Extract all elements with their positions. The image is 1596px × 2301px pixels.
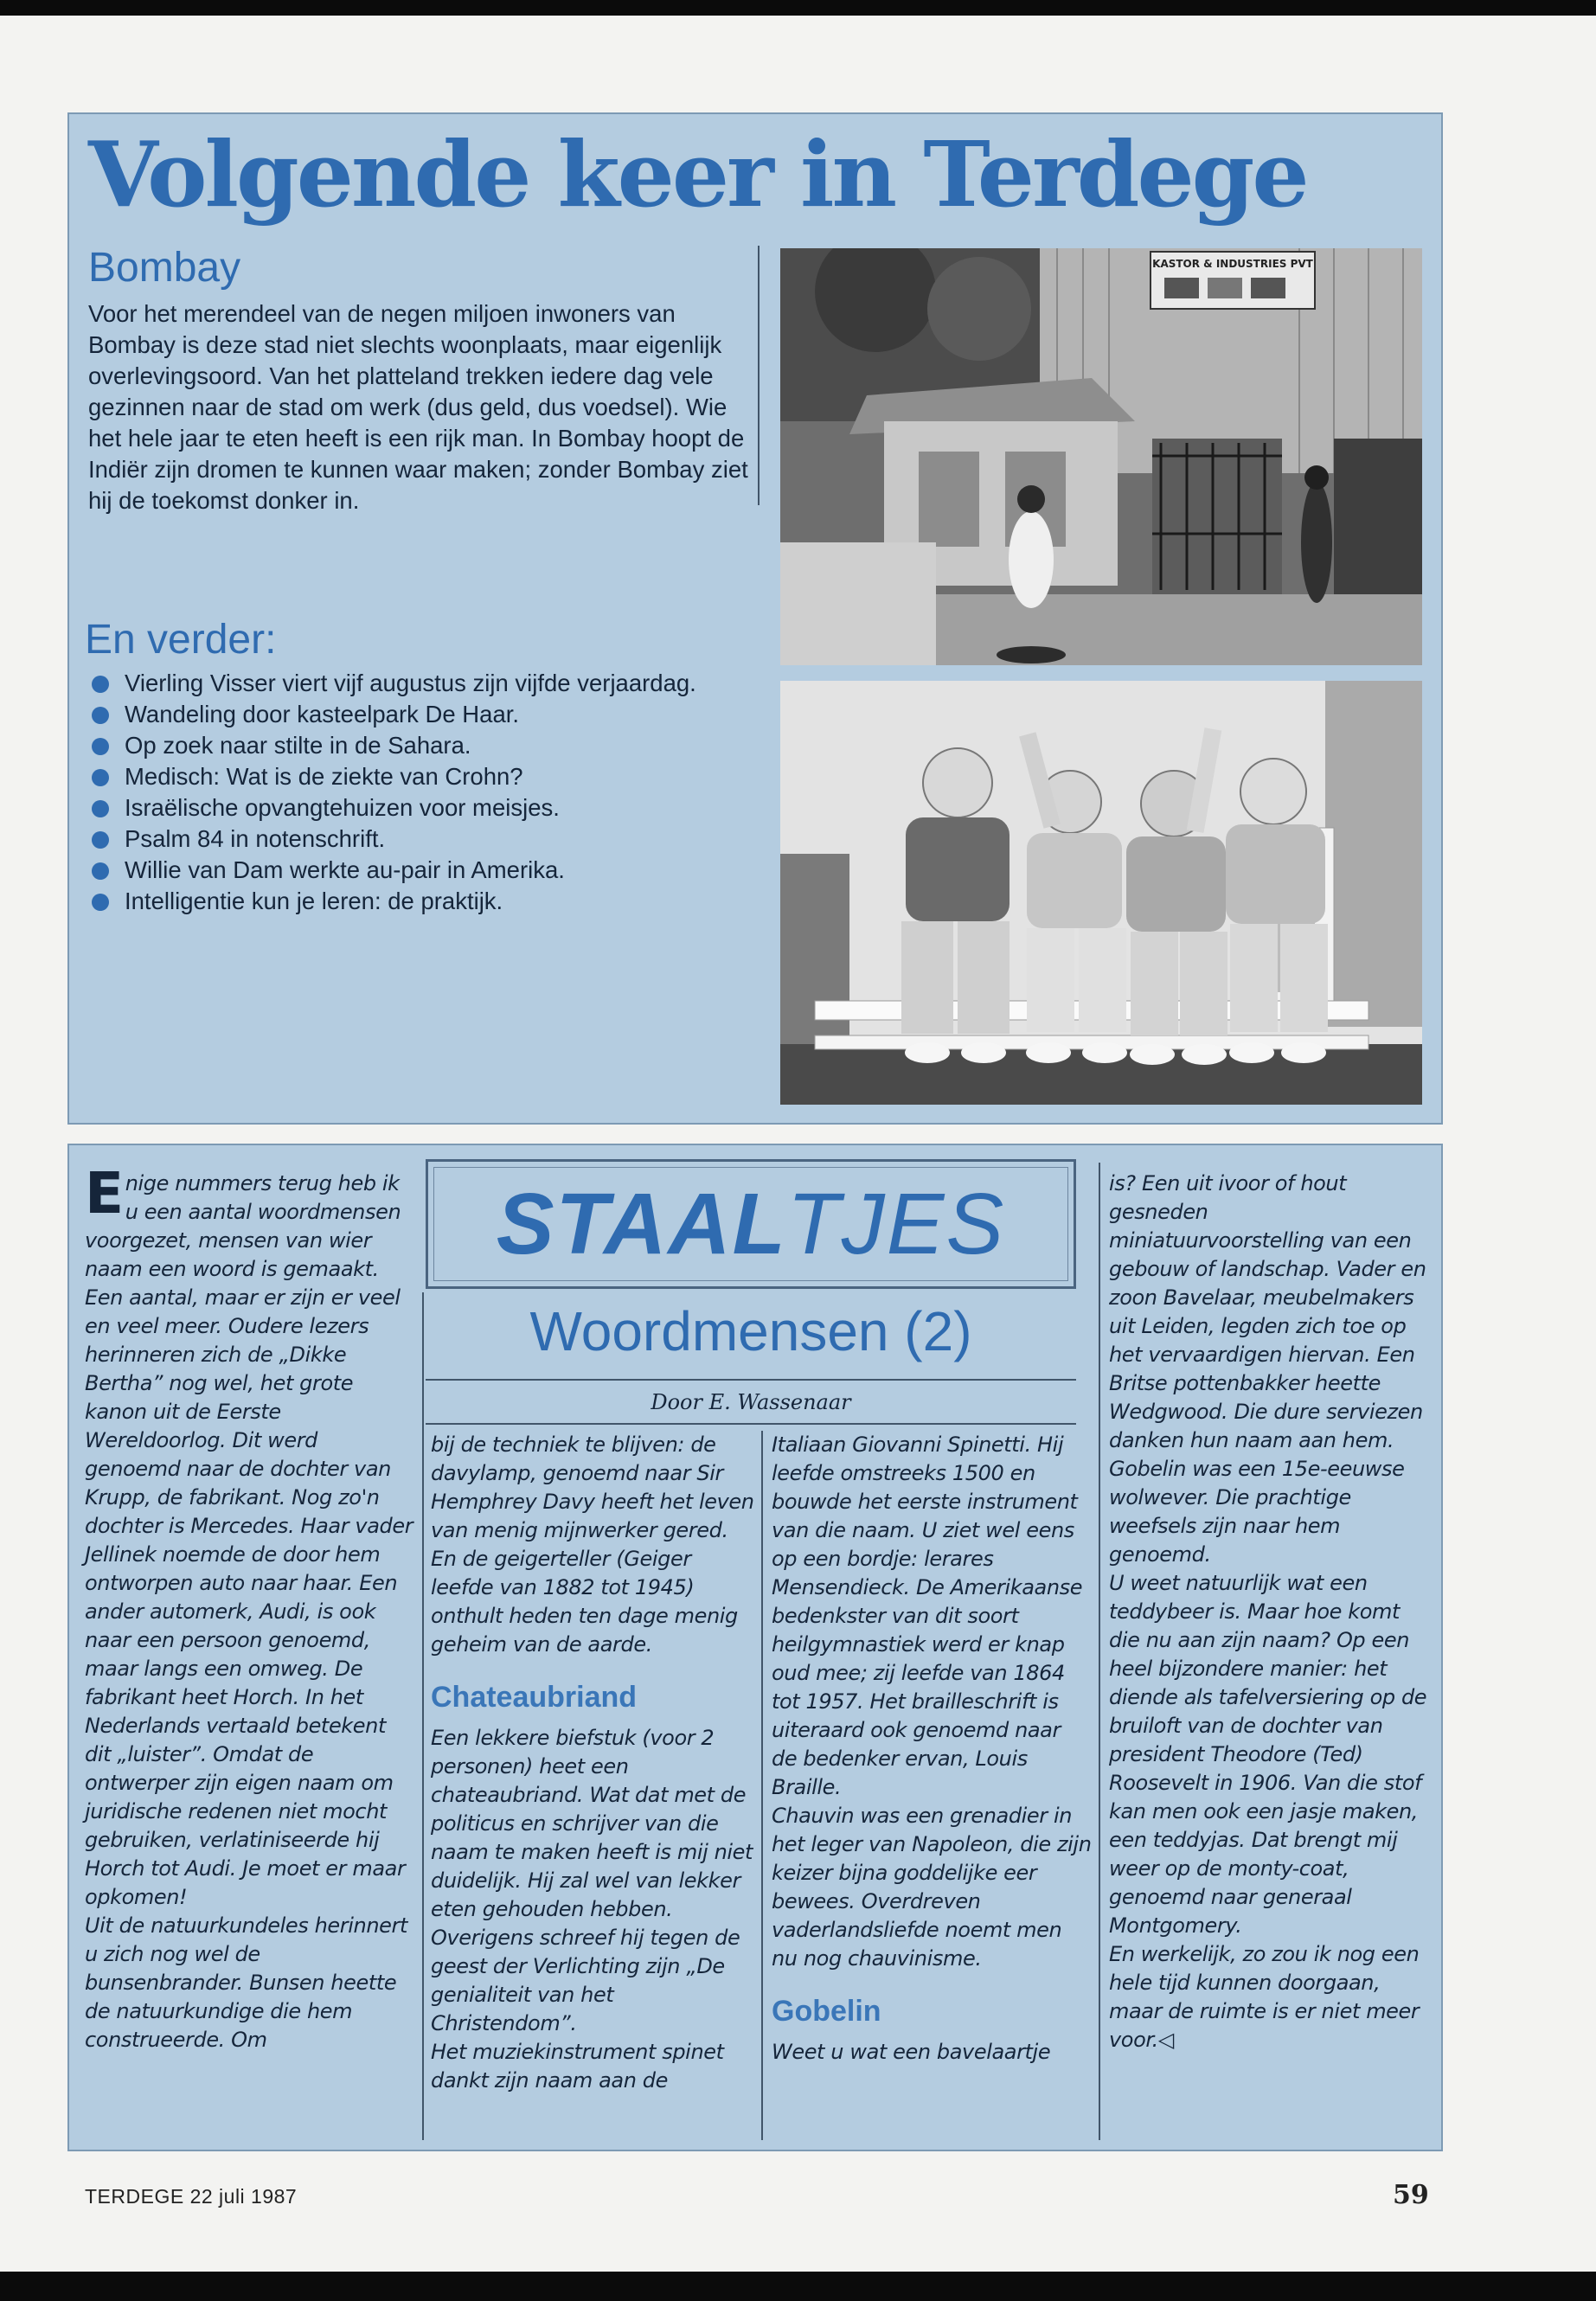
article-column-3: [772, 1431, 1092, 2067]
quadruplets-photo: [780, 681, 1422, 1105]
list-item: Israëlische opvangtehuizen voor meisjes.: [88, 792, 806, 824]
list-item: Vierling Visser viert vijf augustus zijn vijfde verjaardag.: [88, 668, 806, 699]
paragraph: is? Een uit ivoor of hout gesneden miniatuurvoorstelling van een gebouw of landschap. Vader en zoon Bavelaar, meubelmakers uit Leiden, legden zich toe op het vervaardigen hiervan. Een Britse pottenbakker heette Wedgwood. Die dure serviezen danken hun naam aan hem. Gobelin was een 15e-eeuwse wolwever. Die prachtige weefsels zijn naar hem genoemd.: [1109, 1171, 1426, 1567]
column-divider: [1099, 1163, 1100, 2140]
list-item: Wandeling door kasteelpark De Haar.: [88, 699, 806, 730]
more-title: En verder:: [85, 617, 277, 663]
paragraph: Een lekkere biefstuk (voor 2 personen) heet een chateaubriand. Wat dat met de politicus en schrijver van die naam te maken heeft is mij niet duidelijk. Hij zal wel van lekker eten gehouden hebben. Overigens schreef hij tegen de geest der Verlichting zijn „De genialiteit van het Christendom”.: [431, 1726, 753, 2035]
intro-paragraph: Enige nummers terug heb ik u een aantal woordmensen voorgezet, mensen van wier naam een woord is gemaakt. Een aantal, maar er zijn er veel en veel meer. Oudere lezers herinneren zich de „Dikke Bertha” nog wel, het grote kanon uit de Eerste Wereldoorlog. Dit werd genoemd naar de dochter van Krupp, de fabrikant. Nog zo'n dochter is Mercedes. Haar vader Jellinek noemde de door hem ontworpen auto naar haar. Een ander automerk, Audi, is ook naar een persoon genoemd, maar langs een omweg. De fabrikant heet Horch. In het Nederlands vertaald betekent dit „luister”. Omdat de ontwerper zijn eigen naam om juridische redenen niet mocht gebruiken, verlatiniseerde hij Horch tot Audi. Je moet er maar opkomen!: [85, 1160, 413, 1909]
feature-title: Bombay: [88, 245, 241, 291]
column-divider: [422, 1292, 424, 2140]
next-issue-box: [67, 112, 1443, 1125]
list-item: Psalm 84 in notenschrift.: [88, 824, 806, 855]
list-item: Medisch: Wat is de ziekte van Crohn?: [88, 761, 806, 792]
closing-paragraph: En werkelijk, zo zou ik nog een hele tijd kunnen doorgaan, maar de ruimte is er niet meer voor.◁: [1109, 1942, 1420, 2052]
bullet-icon: [92, 894, 109, 911]
paragraph: Chauvin was een grenadier in het leger van Napoleon, die zijn keizer bijna goddelijke eer bewees. Overdreven vaderlandsliefde noemt men nu nog chauvinisme.: [772, 1804, 1092, 1971]
top-edge: [0, 0, 1596, 16]
bottom-edge: [0, 2272, 1596, 2301]
publication-info: TERDEGE 22 juli 1987: [85, 2185, 298, 2208]
drop-cap: E: [85, 1160, 124, 1227]
byline: Door E. Wassenaar: [651, 1390, 851, 1414]
section-title-frame: [426, 1159, 1076, 1289]
bullet-icon: [92, 831, 109, 849]
byline-rule-bottom: [426, 1423, 1076, 1425]
more-list: [88, 668, 806, 917]
section-title: STAALTJES: [496, 1175, 1006, 1272]
article-column-1: [85, 1160, 415, 2054]
end-mark-icon: ◁: [1157, 2028, 1174, 2052]
list-item: Willie van Dam werkte au-pair in Amerika.: [88, 855, 806, 886]
paragraph: U weet natuurlijk wat een teddybeer is. Maar hoe komt die nu aan zijn naam? Op een heel bijzondere manier: het diende als tafelversiering op de bruiloft van de dochter van president Theodore (Ted) Roosevelt in 1906. Van die stof kan men ook een jasje maken, een teddyjas. Dat brengt mij weer op de monty-coat, genoemd naar generaal Montgomery.: [1109, 1571, 1427, 1938]
svg-text:KASTOR & INDUSTRIES PVT: KASTOR & INDUSTRIES PVT: [1152, 258, 1313, 270]
subheading: Chateaubriand: [431, 1681, 638, 1714]
bullet-icon: [92, 800, 109, 817]
article-title: Woordmensen (2): [529, 1300, 972, 1362]
paragraph: bij de techniek te blijven: de davylamp, genoemd naar Sir Hemphrey Davy heeft het leven van menig mijnwerker gered. En de geigerteller (Geiger leefde van 1882 tot 1945) onthult heden ten dage menig geheim van de aarde.: [431, 1433, 754, 1657]
column-divider: [761, 1431, 763, 2140]
paragraph: Het muziekinstrument spinet dankt zijn naam aan de: [431, 2040, 724, 2093]
list-item: Intelligentie kun je leren: de praktijk.: [88, 886, 806, 917]
list-item: Op zoek naar stilte in de Sahara.: [88, 730, 806, 761]
next-issue-headline: Volgende keer in Terdege: [88, 121, 1307, 228]
photo-divider: [758, 246, 760, 505]
paragraph: Italiaan Giovanni Spinetti. Hij leefde omstreeks 1500 en bouwde het eerste instrument van die naam. U ziet wel eens op een bordje: lerares Mensendieck. De Amerikaanse bedenkster van dit soort heilgymnastiek werd er knap oud mee; zij leefde van 1864 tot 1957. Het brailleschrift is uiteraard ook genoemd naar de bedenker ervan, Louis Braille.: [772, 1433, 1083, 1799]
bullet-icon: [92, 738, 109, 755]
subheading: Gobelin: [772, 1995, 881, 2028]
bullet-icon: [92, 769, 109, 786]
bullet-icon: [92, 862, 109, 880]
bullet-icon: [92, 676, 109, 693]
paragraph: Uit de natuurkundeles herinnert u zich nog wel de bunsenbrander. Bunsen heette de natuurkundige die hem construeerde. Om: [85, 1913, 407, 2052]
article-box: [67, 1144, 1443, 2151]
page-number: 59: [1393, 2180, 1429, 2210]
bombay-street-photo: [780, 248, 1422, 665]
bullet-icon: [92, 707, 109, 724]
article-column-2: [431, 1431, 755, 2095]
paragraph: Weet u wat een bavelaartje: [772, 2040, 1051, 2064]
article-column-4: [1109, 1170, 1429, 2054]
feature-text: Voor het merendeel van de negen miljoen inwoners van Bombay is deze stad niet slechts woonplaats, maar eigenlijk overlevingsoord. Van het platteland trekken iedere dag vele gezinnen naar de stad om werk (dus geld, dus voedsel). Wie het hele jaar te eten heeft is een rijk man. In Bombay hoopt de Indiër zijn dromen te kunnen waar maken; zonder Bombay ziet hij de toekomst donker in.: [88, 300, 748, 514]
byline-rule-top: [426, 1379, 1076, 1381]
